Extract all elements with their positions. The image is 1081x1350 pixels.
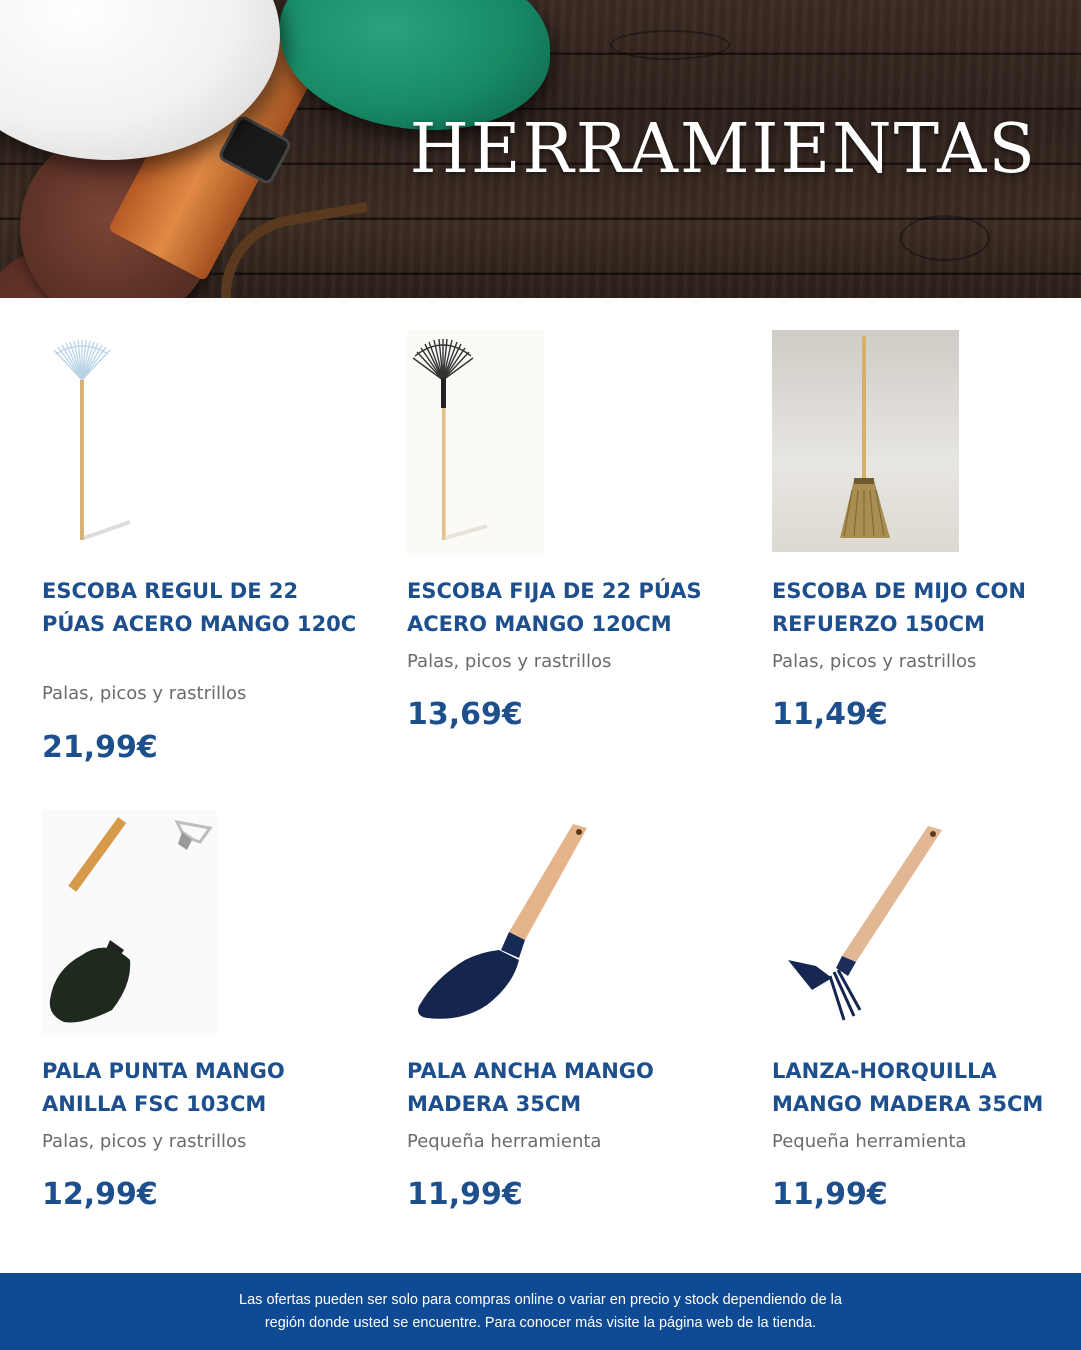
product-price: 12,99€: [42, 1177, 158, 1212]
product-price: 21,99€: [42, 730, 158, 765]
product-price: 11,99€: [407, 1177, 523, 1212]
product-name[interactable]: ESCOBA FIJA DE 22 PÚAS ACERO MANGO 120CM: [407, 579, 702, 636]
product-price: 11,49€: [772, 697, 888, 732]
rake-fan-icon: [42, 330, 242, 555]
broom-icon: [772, 330, 959, 552]
product-category: Palas, picos y rastrillos: [407, 651, 612, 672]
product-price: 13,69€: [407, 697, 523, 732]
footer-disclaimer-bar: [0, 1273, 1081, 1350]
product-image[interactable]: [407, 330, 544, 555]
product-card[interactable]: [407, 810, 727, 1230]
wood-knot: [610, 30, 730, 60]
product-name[interactable]: LANZA-HORQUILLA MANGO MADERA 35CM: [772, 1059, 1044, 1116]
hoe-fork-icon: [772, 810, 972, 1035]
product-name[interactable]: PALA PUNTA MANGO ANILLA FSC 103CM: [42, 1059, 285, 1116]
rake-fixed-icon: [407, 330, 544, 555]
hero-banner: [0, 0, 1081, 298]
product-image[interactable]: [42, 330, 242, 555]
product-card[interactable]: [772, 330, 1081, 770]
product-category: Pequeña herramienta: [407, 1131, 602, 1152]
product-name[interactable]: ESCOBA REGUL DE 22 PÚAS ACERO MANGO 120C: [42, 579, 357, 636]
footer-disclaimer-text: Las ofertas pueden ser solo para compras online o variar en precio y stock dependiendo de la región donde usted se encuentre. Para conocer más visite la página web de la tienda.: [239, 1291, 842, 1331]
product-category: Palas, picos y rastrillos: [42, 1131, 247, 1152]
product-card[interactable]: [42, 810, 362, 1230]
product-image[interactable]: [42, 810, 217, 1035]
product-card[interactable]: [772, 810, 1081, 1230]
product-category: Pequeña herramienta: [772, 1131, 967, 1152]
product-price: 11,99€: [772, 1177, 888, 1212]
product-image[interactable]: [772, 330, 959, 552]
product-name[interactable]: PALA ANCHA MANGO MADERA 35CM: [407, 1059, 654, 1116]
product-card[interactable]: [42, 330, 362, 770]
product-image[interactable]: [772, 810, 972, 1035]
product-category: Palas, picos y rastrillos: [42, 683, 247, 704]
product-card[interactable]: [407, 330, 727, 770]
shovel-icon: [42, 810, 217, 1035]
wood-knot: [900, 215, 990, 261]
product-image[interactable]: [407, 810, 607, 1035]
product-category: Palas, picos y rastrillos: [772, 651, 977, 672]
page-title: HERRAMIENTAS: [409, 110, 1037, 189]
trowel-icon: [407, 810, 607, 1035]
product-name[interactable]: ESCOBA DE MIJO CON REFUERZO 150CM: [772, 579, 1026, 636]
